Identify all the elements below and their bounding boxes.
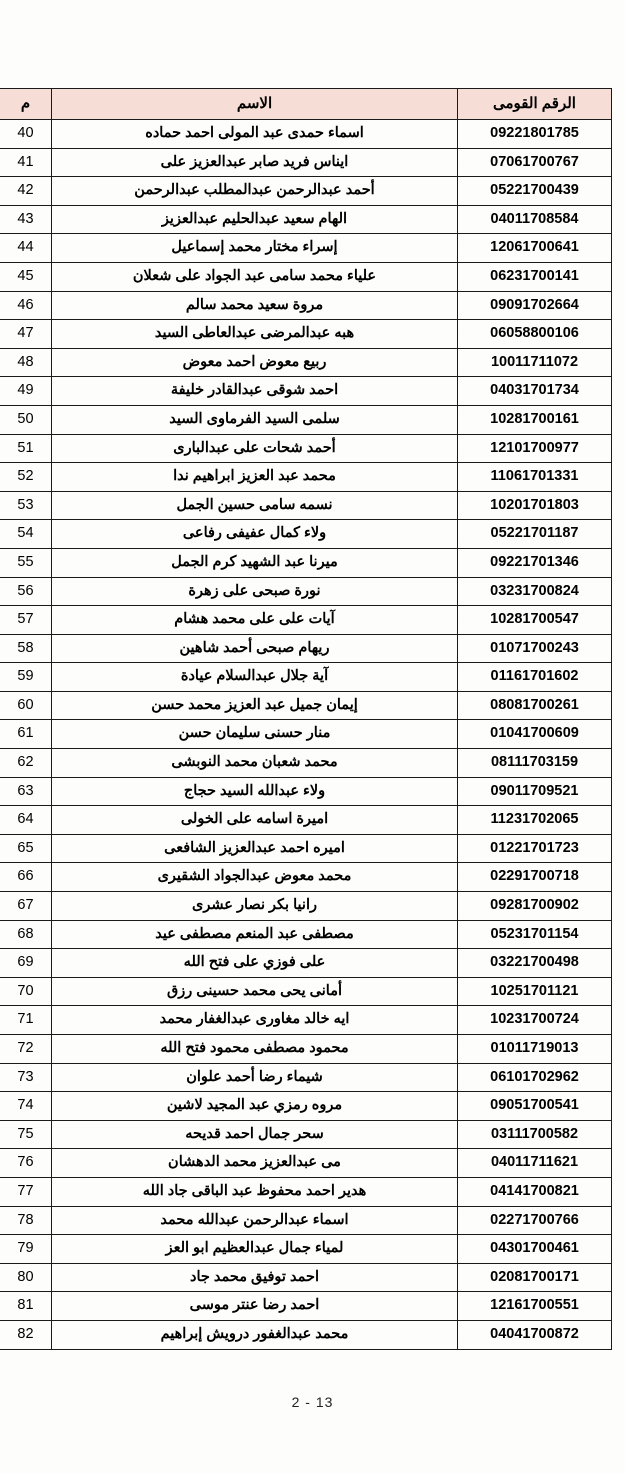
cell-name: ريهام صبحى أحمد شاهين <box>52 634 458 663</box>
cell-name: محمود مصطفى محمود فتح الله <box>52 1035 458 1064</box>
cell-name: اميرة اسامه على الخولى <box>52 806 458 835</box>
cell-serial: 70 <box>0 977 52 1006</box>
table-row <box>0 234 612 263</box>
cell-serial: 45 <box>0 262 52 291</box>
cell-national-id: 06101702962 <box>458 1063 612 1092</box>
table-row <box>0 1149 612 1178</box>
cell-national-id: 01161701602 <box>458 663 612 692</box>
cell-national-id: 12161700551 <box>458 1292 612 1321</box>
cell-serial: 54 <box>0 520 52 549</box>
cell-serial: 46 <box>0 291 52 320</box>
cell-serial: 51 <box>0 434 52 463</box>
cell-name: أحمد شحات على عبدالبارى <box>52 434 458 463</box>
cell-serial: 60 <box>0 691 52 720</box>
cell-name: محمد شعبان محمد النوبشى <box>52 749 458 778</box>
cell-name: ميرنا عبد الشهيد كرم الجمل <box>52 548 458 577</box>
table-row <box>0 405 612 434</box>
cell-name: إيمان جميل عبد العزيز محمد حسن <box>52 691 458 720</box>
cell-national-id: 07061700767 <box>458 148 612 177</box>
cell-serial: 53 <box>0 491 52 520</box>
cell-national-id: 09091702664 <box>458 291 612 320</box>
cell-name: آية جلال عبدالسلام عيادة <box>52 663 458 692</box>
cell-national-id: 02291700718 <box>458 863 612 892</box>
cell-name: اميره احمد عبدالعزيز الشافعى <box>52 834 458 863</box>
cell-serial: 58 <box>0 634 52 663</box>
cell-name: شيماء رضا أحمد علوان <box>52 1063 458 1092</box>
cell-serial: 79 <box>0 1235 52 1264</box>
table-row <box>0 491 612 520</box>
cell-serial: 55 <box>0 548 52 577</box>
cell-name: مصطفى عبد المنعم مصطفى عيد <box>52 920 458 949</box>
table-row <box>0 348 612 377</box>
cell-name: مروه رمزي عبد المجيد لاشين <box>52 1092 458 1121</box>
column-header-serial: م <box>0 89 52 120</box>
cell-name: اسماء حمدى عبد المولى احمد حماده <box>52 120 458 149</box>
cell-serial: 65 <box>0 834 52 863</box>
table-row <box>0 606 612 635</box>
cell-national-id: 01071700243 <box>458 634 612 663</box>
cell-national-id: 01011719013 <box>458 1035 612 1064</box>
cell-national-id: 10201701803 <box>458 491 612 520</box>
table-body <box>0 120 612 1350</box>
cell-serial: 64 <box>0 806 52 835</box>
cell-serial: 63 <box>0 777 52 806</box>
cell-name: أحمد عبدالرحمن عبدالمطلب عبدالرحمن <box>52 177 458 206</box>
cell-name: لمياء جمال عبدالعظيم ابو العز <box>52 1235 458 1264</box>
cell-name: علياء محمد سامى عبد الجواد على شعلان <box>52 262 458 291</box>
table-row <box>0 434 612 463</box>
table-row <box>0 1035 612 1064</box>
cell-national-id: 09051700541 <box>458 1092 612 1121</box>
table-row <box>0 863 612 892</box>
cell-serial: 44 <box>0 234 52 263</box>
table-row <box>0 520 612 549</box>
cell-serial: 56 <box>0 577 52 606</box>
cell-national-id: 11061701331 <box>458 463 612 492</box>
table-row <box>0 548 612 577</box>
cell-national-id: 06231700141 <box>458 262 612 291</box>
table-row <box>0 749 612 778</box>
cell-serial: 75 <box>0 1120 52 1149</box>
cell-serial: 66 <box>0 863 52 892</box>
table-row <box>0 1063 612 1092</box>
table-row <box>0 920 612 949</box>
table-row <box>0 1177 612 1206</box>
cell-name: احمد توفيق محمد جاد <box>52 1263 458 1292</box>
cell-name: ايه خالد مغاورى عبدالغفار محمد <box>52 1006 458 1035</box>
cell-national-id: 05231701154 <box>458 920 612 949</box>
cell-name: محمد معوض عبدالجواد الشقيرى <box>52 863 458 892</box>
cell-national-id: 08111703159 <box>458 749 612 778</box>
cell-name: منار حسنى سليمان حسن <box>52 720 458 749</box>
cell-national-id: 03221700498 <box>458 949 612 978</box>
cell-serial: 76 <box>0 1149 52 1178</box>
cell-national-id: 05221701187 <box>458 520 612 549</box>
cell-name: اسماء عبدالرحمن عبدالله محمد <box>52 1206 458 1235</box>
cell-national-id: 05221700439 <box>458 177 612 206</box>
cell-serial: 77 <box>0 1177 52 1206</box>
cell-serial: 62 <box>0 749 52 778</box>
table-row <box>0 1320 612 1349</box>
cell-serial: 49 <box>0 377 52 406</box>
table-row <box>0 463 612 492</box>
cell-serial: 71 <box>0 1006 52 1035</box>
cell-serial: 40 <box>0 120 52 149</box>
column-header-name: الاسم <box>52 89 458 120</box>
table-row <box>0 977 612 1006</box>
table-row <box>0 806 612 835</box>
cell-name: هبه عبدالمرضى عبدالعاطى السيد <box>52 320 458 349</box>
table-row <box>0 1092 612 1121</box>
table-row <box>0 1292 612 1321</box>
cell-national-id: 03231700824 <box>458 577 612 606</box>
cell-national-id: 09221701346 <box>458 548 612 577</box>
cell-name: ايناس فريد صابر عبدالعزيز على <box>52 148 458 177</box>
cell-national-id: 04011708584 <box>458 205 612 234</box>
cell-national-id: 09281700902 <box>458 892 612 921</box>
cell-name: محمد عبدالغفور درويش إبراهيم <box>52 1320 458 1349</box>
cell-name: نسمه سامى حسين الجمل <box>52 491 458 520</box>
cell-serial: 78 <box>0 1206 52 1235</box>
cell-national-id: 01221701723 <box>458 834 612 863</box>
cell-national-id: 04011711621 <box>458 1149 612 1178</box>
cell-serial: 52 <box>0 463 52 492</box>
table-row <box>0 777 612 806</box>
cell-name: أمانى يحى محمد حسينى رزق <box>52 977 458 1006</box>
cell-national-id: 10011711072 <box>458 348 612 377</box>
cell-name: سحر جمال احمد قديحه <box>52 1120 458 1149</box>
cell-national-id: 01041700609 <box>458 720 612 749</box>
table-row <box>0 577 612 606</box>
cell-name: احمد شوقى عبدالقادر خليفة <box>52 377 458 406</box>
cell-national-id: 10281700161 <box>458 405 612 434</box>
page-number: 2 - 13 <box>291 1394 334 1410</box>
cell-serial: 50 <box>0 405 52 434</box>
cell-national-id: 04031701734 <box>458 377 612 406</box>
cell-name: هدير احمد محفوظ عبد الباقى جاد الله <box>52 1177 458 1206</box>
table-row <box>0 262 612 291</box>
cell-serial: 73 <box>0 1063 52 1092</box>
table-row <box>0 291 612 320</box>
table-row <box>0 1263 612 1292</box>
table-row <box>0 720 612 749</box>
roster-table <box>0 88 612 1350</box>
cell-national-id: 02271700766 <box>458 1206 612 1235</box>
cell-national-id: 04141700821 <box>458 1177 612 1206</box>
cell-name: نورة صبحى على زهرة <box>52 577 458 606</box>
table-row <box>0 634 612 663</box>
table-row <box>0 1206 612 1235</box>
cell-national-id: 11231702065 <box>458 806 612 835</box>
cell-national-id: 10251701121 <box>458 977 612 1006</box>
table-row <box>0 1235 612 1264</box>
cell-name: ولاء عبدالله السيد حجاج <box>52 777 458 806</box>
cell-national-id: 12101700977 <box>458 434 612 463</box>
cell-serial: 68 <box>0 920 52 949</box>
cell-serial: 67 <box>0 892 52 921</box>
table-header-row <box>0 89 612 120</box>
cell-serial: 72 <box>0 1035 52 1064</box>
table-row <box>0 691 612 720</box>
table-row <box>0 205 612 234</box>
cell-national-id: 10231700724 <box>458 1006 612 1035</box>
cell-national-id: 10281700547 <box>458 606 612 635</box>
cell-national-id: 03111700582 <box>458 1120 612 1149</box>
cell-name: إسراء مختار محمد إسماعيل <box>52 234 458 263</box>
cell-name: مروة سعيد محمد سالم <box>52 291 458 320</box>
cell-serial: 69 <box>0 949 52 978</box>
cell-serial: 57 <box>0 606 52 635</box>
cell-national-id: 06058800106 <box>458 320 612 349</box>
cell-name: على فوزي على فتح الله <box>52 949 458 978</box>
cell-serial: 41 <box>0 148 52 177</box>
cell-name: رانيا بكر نصار عشرى <box>52 892 458 921</box>
cell-serial: 74 <box>0 1092 52 1121</box>
cell-serial: 47 <box>0 320 52 349</box>
cell-serial: 59 <box>0 663 52 692</box>
table-row <box>0 1006 612 1035</box>
table-row <box>0 1120 612 1149</box>
cell-serial: 48 <box>0 348 52 377</box>
cell-name: مى عبدالعزيز محمد الدهشان <box>52 1149 458 1178</box>
table-row <box>0 834 612 863</box>
cell-national-id: 04301700461 <box>458 1235 612 1264</box>
table-row <box>0 177 612 206</box>
cell-serial: 61 <box>0 720 52 749</box>
cell-name: محمد عبد العزيز ابراهيم ندا <box>52 463 458 492</box>
cell-national-id: 09011709521 <box>458 777 612 806</box>
cell-national-id: 09221801785 <box>458 120 612 149</box>
table-row <box>0 148 612 177</box>
table-row <box>0 949 612 978</box>
cell-name: ربيع معوض احمد معوض <box>52 348 458 377</box>
cell-serial: 43 <box>0 205 52 234</box>
table-row <box>0 320 612 349</box>
cell-serial: 82 <box>0 1320 52 1349</box>
table-row <box>0 377 612 406</box>
column-header-national-id: الرقم القومى <box>458 89 612 120</box>
roster-table-container <box>0 88 612 1350</box>
cell-national-id: 08081700261 <box>458 691 612 720</box>
cell-name: احمد رضا عنتر موسى <box>52 1292 458 1321</box>
table-row <box>0 663 612 692</box>
cell-national-id: 02081700171 <box>458 1263 612 1292</box>
cell-name: آيات على على محمد هشام <box>52 606 458 635</box>
cell-serial: 81 <box>0 1292 52 1321</box>
cell-serial: 42 <box>0 177 52 206</box>
table-row <box>0 120 612 149</box>
cell-national-id: 04041700872 <box>458 1320 612 1349</box>
cell-name: ولاء كمال عفيفى رفاعى <box>52 520 458 549</box>
cell-national-id: 12061700641 <box>458 234 612 263</box>
cell-name: سلمى السيد الفرماوى السيد <box>52 405 458 434</box>
table-header <box>0 89 612 120</box>
cell-name: الهام سعيد عبدالحليم عبدالعزيز <box>52 205 458 234</box>
cell-serial: 80 <box>0 1263 52 1292</box>
table-row <box>0 892 612 921</box>
